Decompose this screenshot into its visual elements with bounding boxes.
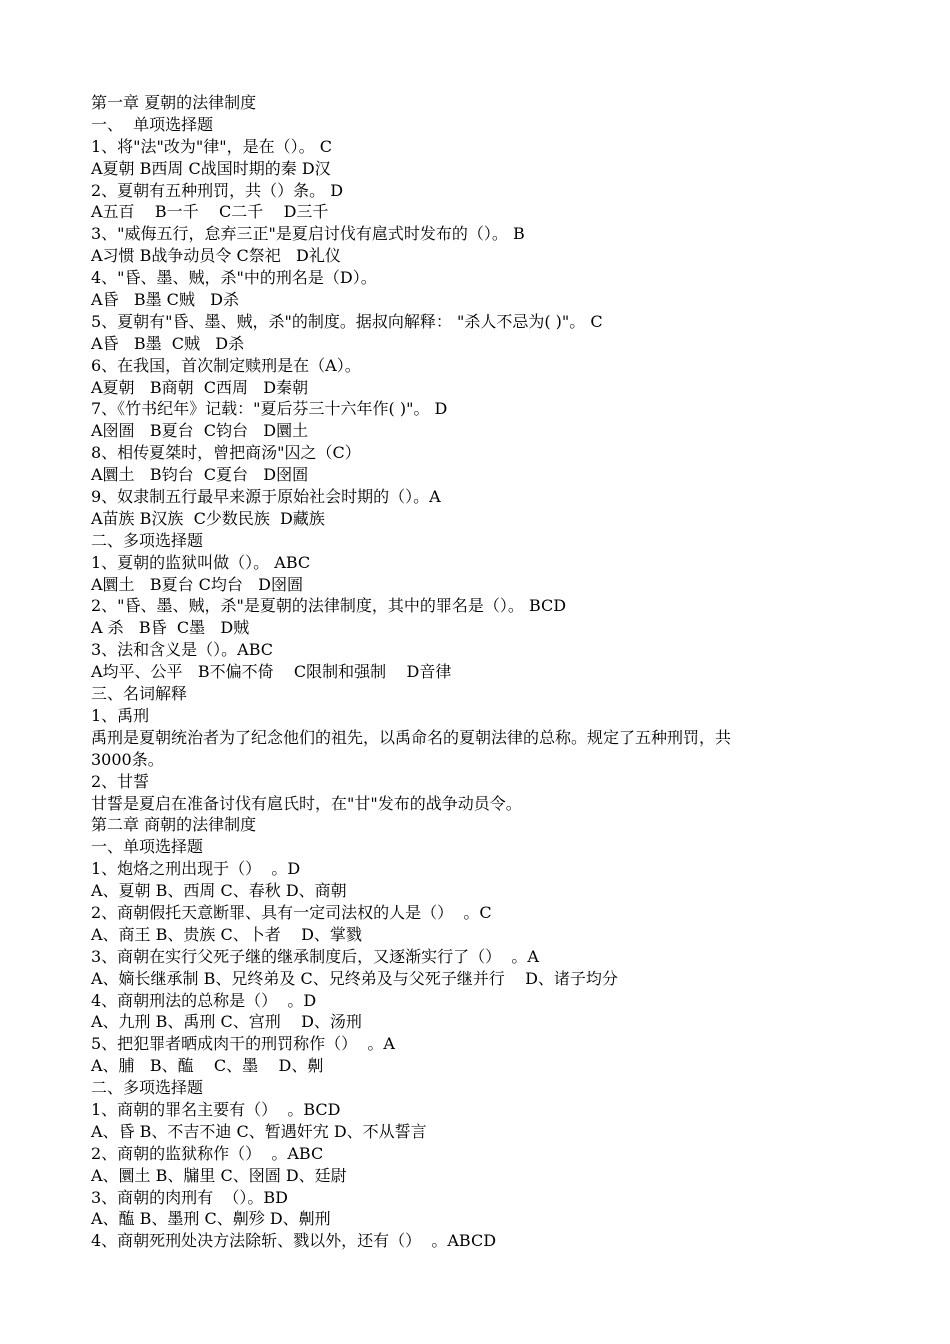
question: 6、在我国，首次制定赎刑是在（A）。 [91,355,361,375]
question: 2、商朝假托天意断罪、具有一定司法权的人是（） 。C [91,902,492,922]
answer-options: A、商王 B、贵族 C、卜者 D、掌戮 [91,924,362,944]
answer-options: A圜土 B钧台 C夏台 D囹圄 [91,465,309,485]
chapter-title: 第二章 商朝的法律制度 [91,815,257,835]
term-title: 2、甘誓 [91,771,150,791]
term-definition: 甘誓是夏启在准备讨伐有扈氏时，在"甘"发布的战争动员令。 [91,793,522,813]
question: 9、奴隶制五行最早来源于原始社会时期的（）。A [91,487,441,507]
answer-options: A昏 B墨 C贼 D杀 [91,333,245,353]
answer-options: A、醢 B、墨刑 C、劓殄 D、劓刑 [91,1209,331,1229]
question: 1、将"法"改为"律"，是在（）。 C [91,136,332,156]
answer-options: A昏 B墨 C贼 D杀 [91,290,239,310]
question: 2、商朝的监狱称作（） 。ABC [91,1143,324,1163]
term-definition: 3000条。 [91,749,164,769]
question: 4、商朝刑法的总称是（） 。D [91,990,317,1010]
answer-options: A均平、公平 B不偏不倚 C限制和强制 D音律 [91,662,452,682]
answer-options: A圜土 B夏台 C均台 D囹圄 [91,574,303,594]
question: 3、法和含义是（）。ABC [91,640,274,660]
answer-options: A、九刑 B、禹刑 C、宫刑 D、汤刑 [91,1012,362,1032]
answer-options: A、圜土 B、牖里 C、囹圄 D、廷尉 [91,1165,347,1185]
section-heading: 二、多项选择题 [91,530,204,550]
section-heading: 二、多项选择题 [91,1078,204,1098]
chapter-title: 第一章 夏朝的法律制度 [91,93,257,112]
term-title: 1、禹刑 [91,705,150,725]
question: 1、炮烙之刑出现于（） 。D [91,859,301,879]
answer-options: A五百 B一千 C二千 D三千 [91,202,329,222]
answer-options: A、昏 B、不吉不迪 C、暂遇奸宄 D、不从誓言 [91,1121,427,1141]
section-heading: 三、名词解释 [91,684,188,704]
question: 8、相传夏桀时，曾把商汤"囚之（C） [91,443,361,463]
answer-options: A习惯 B战争动员令 C祭祀 D礼仪 [91,246,341,266]
question: 5、把犯罪者晒成肉干的刑罚称作（） 。A [91,1034,395,1054]
answer-options: A夏朝 B商朝 C西周 D秦朝 [91,377,309,397]
answer-options: A、脯 B、醢 C、墨 D、劓 [91,1056,324,1076]
question: 3、商朝在实行父死子继的继承制度后，又逐渐实行了（） 。A [91,946,539,966]
question: 5、夏朝有"昏、墨、贼，杀"的制度。据叔向解释： "杀人不忌为( )"。 C [91,311,603,331]
question: 1、夏朝的监狱叫做（）。 ABC [91,552,311,572]
answer-options: A囹圄 B夏台 C钧台 D圜土 [91,421,309,441]
answer-options: A夏朝 B西周 C战国时期的秦 D汉 [91,158,331,178]
question: 1、商朝的罪名主要有（） 。BCD [91,1099,341,1119]
section-heading: 一、单项选择题 [91,837,204,857]
question: 4、"昏、墨、贼，杀"中的刑名是（D）。 [91,268,377,288]
answer-options: A、夏朝 B、西周 C、春秋 D、商朝 [91,881,347,901]
question: 2、夏朝有五种刑罚，共（）条。 D [91,180,344,200]
question: 7、《竹书纪年》记载："夏后芬三十六年作( )"。 D [91,399,448,419]
section-heading: 一、 单项选择题 [91,114,214,134]
question: 3、商朝的肉刑有 （）。BD [91,1187,288,1207]
term-definition: 禹刑是夏朝统治者为了纪念他们的祖先，以禹命名的夏朝法律的总称。规定了五种刑罚，共 [91,727,732,747]
question: 4、商朝死刑处决方法除斩、戮以外，还有（） 。ABCD [91,1231,497,1251]
question: 2、"昏、墨、贼，杀"是夏朝的法律制度，其中的罪名是（）。 BCD [91,596,567,616]
question: 3、"威侮五行，怠弃三正"是夏启讨伐有扈式时发布的（）。 B [91,224,525,244]
answer-options: A 杀 B昏 C墨 D贼 [91,618,250,638]
answer-options: A苗族 B汉族 C少数民族 D藏族 [91,508,325,528]
answer-options: A、嫡长继承制 B、兄终弟及 C、兄终弟及与父死子继并行 D、诸子均分 [91,968,618,988]
